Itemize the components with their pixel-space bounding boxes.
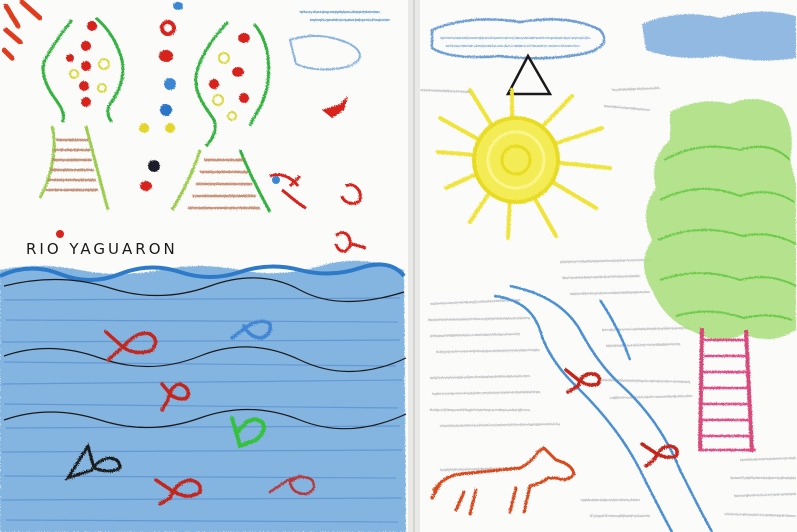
dot-marker — [272, 176, 280, 184]
cloud-icon — [642, 11, 796, 60]
river-water — [0, 261, 406, 532]
label-dot — [56, 230, 64, 238]
river-label: RIO YAGUARON — [26, 240, 178, 258]
